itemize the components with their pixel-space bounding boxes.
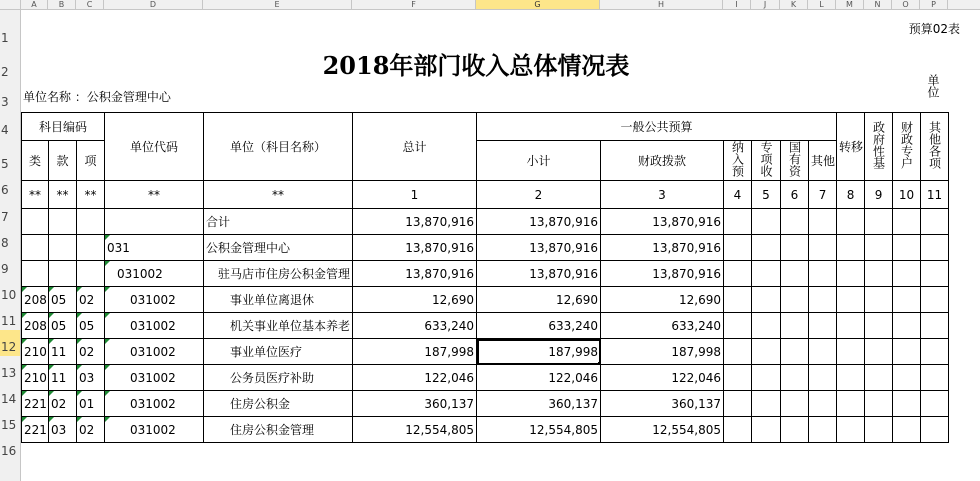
cell-empty[interactable] (781, 261, 809, 287)
cell-empty[interactable] (865, 235, 893, 261)
cell-empty[interactable] (921, 313, 949, 339)
header-total: 总计 (353, 113, 477, 181)
cell-empty[interactable] (724, 235, 752, 261)
cell-xiang[interactable] (77, 235, 105, 261)
cell-fiscal[interactable]: 122,046 (601, 365, 724, 391)
cell-kuan[interactable] (49, 261, 77, 287)
table-row (22, 261, 949, 287)
cell-code[interactable]: 031002 (105, 339, 204, 365)
cell-code[interactable]: 031002 (105, 287, 204, 313)
header-general-budget: 一般公共预算 (477, 113, 837, 141)
cell-empty[interactable] (865, 261, 893, 287)
cell-xiang[interactable]: 02 (77, 417, 105, 443)
cell-empty[interactable] (893, 313, 921, 339)
col-header-l[interactable]: L (808, 0, 836, 9)
row-header-7[interactable]: 7 (1, 210, 9, 224)
unit-label-vertical: 单位 (926, 74, 940, 98)
cell-xiang[interactable] (77, 209, 105, 235)
cell-code[interactable]: 031002 (105, 417, 204, 443)
cell-name[interactable]: 住房公积金 (204, 391, 353, 417)
star-name: ** (204, 181, 353, 209)
row-header-bar (0, 10, 21, 481)
star-kuan: ** (49, 181, 77, 209)
col-header-e[interactable]: E (203, 0, 352, 9)
cell-subtotal[interactable]: 13,870,916 (477, 261, 601, 287)
cell-subtotal[interactable]: 13,870,916 (477, 235, 601, 261)
cell-empty[interactable] (781, 365, 809, 391)
header-fiscal: 财政拨款 (601, 141, 724, 181)
cell-empty[interactable] (809, 391, 837, 417)
num-8: 8 (837, 181, 865, 209)
col-header-p[interactable]: P (920, 0, 948, 9)
cell-name[interactable]: 驻马店市住房公积金管理 (204, 261, 353, 287)
num-3: 3 (601, 181, 724, 209)
cell-xiang[interactable]: 02 (77, 287, 105, 313)
col-header-k[interactable]: K (780, 0, 808, 9)
cell-lei[interactable] (22, 261, 49, 287)
cell-empty[interactable] (752, 287, 781, 313)
cell-empty[interactable] (921, 261, 949, 287)
cell-subtotal[interactable]: 633,240 (477, 313, 601, 339)
cell-fiscal[interactable]: 12,554,805 (601, 417, 724, 443)
cell-name[interactable]: 机关事业单位基本养老 (204, 313, 353, 339)
cell-code[interactable] (105, 209, 204, 235)
table-row (22, 417, 949, 443)
row-header-15[interactable]: 15 (1, 418, 17, 432)
budget-table (21, 112, 949, 443)
cell-empty[interactable] (809, 287, 837, 313)
cell-kuan[interactable]: 11 (49, 339, 77, 365)
cell-empty[interactable] (893, 391, 921, 417)
cell-xiang[interactable] (77, 261, 105, 287)
cell-empty[interactable] (921, 417, 949, 443)
cell-total[interactable]: 13,870,916 (353, 235, 477, 261)
cell-fiscal[interactable]: 12,690 (601, 287, 724, 313)
cell-kuan[interactable]: 11 (49, 365, 77, 391)
table-row (22, 313, 949, 339)
cell-xiang[interactable]: 01 (77, 391, 105, 417)
cell-lei[interactable] (22, 209, 49, 235)
num-9: 9 (865, 181, 893, 209)
cell-empty[interactable] (809, 313, 837, 339)
cell-lei[interactable]: 221 (22, 417, 49, 443)
cell-code[interactable]: 031002 (105, 365, 204, 391)
num-1: 1 (353, 181, 477, 209)
row-header-2[interactable]: 2 (1, 65, 9, 79)
cell-empty[interactable] (893, 417, 921, 443)
num-6: 6 (781, 181, 809, 209)
row-header-3[interactable]: 3 (1, 95, 9, 109)
row-header-4[interactable]: 4 (1, 123, 9, 137)
col-header-f[interactable]: F (352, 0, 476, 9)
cell-empty[interactable] (724, 261, 752, 287)
row-header-14[interactable]: 14 (1, 392, 17, 406)
cell-empty[interactable] (865, 339, 893, 365)
cell-subtotal[interactable]: 122,046 (477, 365, 601, 391)
cell-empty[interactable] (921, 209, 949, 235)
cell-subtotal-selected[interactable]: 187,998 (477, 339, 601, 365)
cell-empty[interactable] (837, 209, 865, 235)
cell-empty[interactable] (752, 209, 781, 235)
cell-name[interactable]: 合计 (204, 209, 353, 235)
cell-total[interactable]: 360,137 (353, 391, 477, 417)
cell-name[interactable]: 事业单位离退休 (204, 287, 353, 313)
cell-fiscal[interactable]: 13,870,916 (601, 261, 724, 287)
cell-xiang[interactable]: 02 (77, 339, 105, 365)
cell-code[interactable]: 031002 (105, 313, 204, 339)
cell-empty[interactable] (809, 365, 837, 391)
form-number-label: 预算02表 (908, 22, 960, 36)
row-header-6[interactable]: 6 (1, 183, 9, 197)
col-header-d[interactable]: D (104, 0, 203, 9)
cell-empty[interactable] (865, 313, 893, 339)
cell-total[interactable]: 122,046 (353, 365, 477, 391)
star-lei: ** (22, 181, 49, 209)
header-unit-code: 单位代码 (105, 113, 204, 181)
cell-empty[interactable] (724, 391, 752, 417)
num-2: 2 (477, 181, 601, 209)
cell-name[interactable]: 公积金管理中心 (204, 235, 353, 261)
cell-empty[interactable] (837, 235, 865, 261)
cell-empty[interactable] (837, 287, 865, 313)
cell-empty[interactable] (752, 261, 781, 287)
col-header-n[interactable]: N (864, 0, 892, 9)
report-title: 2018年部门收入总体情况表 (322, 51, 630, 80)
cell-empty[interactable] (781, 235, 809, 261)
cell-empty[interactable] (921, 235, 949, 261)
table-row (22, 339, 949, 365)
star-code: ** (105, 181, 204, 209)
cell-name[interactable]: 事业单位医疗 (204, 339, 353, 365)
cell-xiang[interactable]: 05 (77, 313, 105, 339)
cell-xiang[interactable]: 03 (77, 365, 105, 391)
table-row (22, 235, 949, 261)
header-zhuan-xiang: 专项收 (759, 141, 773, 177)
cell-total[interactable]: 12,690 (353, 287, 477, 313)
cell-kuan[interactable] (49, 235, 77, 261)
cell-subtotal[interactable]: 12,554,805 (477, 417, 601, 443)
cell-empty[interactable] (781, 339, 809, 365)
cell-empty[interactable] (893, 261, 921, 287)
cell-empty[interactable] (781, 417, 809, 443)
cell-empty[interactable] (865, 391, 893, 417)
num-11: 11 (921, 181, 949, 209)
cell-empty[interactable] (752, 391, 781, 417)
table-row (22, 365, 949, 391)
cell-empty[interactable] (837, 313, 865, 339)
col-header-j[interactable]: J (751, 0, 780, 9)
header-guo-you: 国有资 (787, 141, 802, 177)
cell-fiscal[interactable]: 633,240 (601, 313, 724, 339)
cell-code[interactable]: 031002 (105, 261, 204, 287)
row-header-10[interactable]: 10 (1, 288, 17, 302)
header-qi-ta: 其他 (809, 141, 837, 181)
cell-lei[interactable]: 210 (22, 365, 49, 391)
cell-total[interactable]: 13,870,916 (353, 261, 477, 287)
cell-lei[interactable]: 210 (22, 339, 49, 365)
cell-empty[interactable] (837, 339, 865, 365)
cell-empty[interactable] (809, 339, 837, 365)
select-all-corner[interactable] (0, 0, 21, 9)
unit-name-label: 单位名称 ：公积金管理中心 (23, 90, 171, 104)
cell-lei[interactable]: 208 (22, 313, 49, 339)
cell-kuan[interactable]: 03 (49, 417, 77, 443)
cell-empty[interactable] (809, 261, 837, 287)
cell-lei[interactable]: 221 (22, 391, 49, 417)
header-zheng-fu: 政府性基 (871, 121, 886, 169)
col-header-h[interactable]: H (600, 0, 723, 9)
header-lei: 类 (22, 141, 49, 181)
cell-empty[interactable] (865, 365, 893, 391)
cell-subtotal[interactable]: 360,137 (477, 391, 601, 417)
row-header-13[interactable]: 13 (1, 366, 17, 380)
row-header-11[interactable]: 11 (1, 314, 17, 328)
row-header-1[interactable]: 1 (1, 31, 9, 45)
cell-empty[interactable] (921, 287, 949, 313)
row-header-16[interactable]: 16 (1, 444, 17, 458)
cell-empty[interactable] (837, 365, 865, 391)
cell-fiscal[interactable]: 13,870,916 (601, 235, 724, 261)
star-xiang: ** (77, 181, 105, 209)
cell-kuan[interactable]: 05 (49, 287, 77, 313)
cell-kuan[interactable] (49, 209, 77, 235)
header-zhuan-yi: 转移 (837, 113, 865, 181)
cell-empty[interactable] (752, 235, 781, 261)
header-na-ru: 纳入预 (730, 141, 745, 177)
header-cai-zheng-zhuan: 财政专户 (899, 121, 914, 169)
cell-empty[interactable] (809, 209, 837, 235)
cell-empty[interactable] (752, 417, 781, 443)
num-10: 10 (893, 181, 921, 209)
worksheet[interactable] (21, 10, 980, 481)
cell-empty[interactable] (724, 287, 752, 313)
cell-empty[interactable] (865, 417, 893, 443)
cell-subtotal[interactable]: 12,690 (477, 287, 601, 313)
header-kuan: 款 (49, 141, 77, 181)
cell-code[interactable]: 031 (105, 235, 204, 261)
table-row (22, 287, 949, 313)
num-7: 7 (809, 181, 837, 209)
col-header-b[interactable]: B (48, 0, 76, 9)
cell-empty[interactable] (724, 313, 752, 339)
cell-fiscal[interactable]: 13,870,916 (601, 209, 724, 235)
cell-lei[interactable]: 208 (22, 287, 49, 313)
cell-empty[interactable] (809, 417, 837, 443)
row-header-12[interactable]: 12 (0, 330, 20, 356)
row-header-9[interactable]: 9 (1, 262, 9, 276)
cell-kuan[interactable]: 05 (49, 313, 77, 339)
header-qi-ta-ge: 其他各项 (927, 121, 942, 169)
cell-empty[interactable] (781, 287, 809, 313)
cell-empty[interactable] (809, 235, 837, 261)
cell-name[interactable]: 公务员医疗补助 (204, 365, 353, 391)
cell-empty[interactable] (724, 339, 752, 365)
cell-empty[interactable] (893, 365, 921, 391)
col-header-g[interactable]: G (476, 0, 600, 9)
col-header-a[interactable]: A (21, 0, 48, 9)
cell-lei[interactable] (22, 235, 49, 261)
cell-empty[interactable] (781, 391, 809, 417)
col-header-o[interactable]: O (892, 0, 920, 9)
header-unit-name: 单位（科目名称） (204, 113, 353, 181)
header-xiang: 项 (77, 141, 105, 181)
header-subtotal: 小计 (477, 141, 601, 181)
cell-empty[interactable] (752, 365, 781, 391)
table-row (22, 209, 949, 235)
cell-empty[interactable] (724, 365, 752, 391)
cell-empty[interactable] (921, 365, 949, 391)
table-row (22, 391, 949, 417)
cell-total[interactable]: 13,870,916 (353, 209, 477, 235)
col-header-i[interactable]: I (723, 0, 751, 9)
cell-total[interactable]: 12,554,805 (353, 417, 477, 443)
cell-empty[interactable] (752, 313, 781, 339)
row-header-8[interactable]: 8 (1, 236, 9, 250)
cell-empty[interactable] (724, 417, 752, 443)
cell-empty[interactable] (893, 235, 921, 261)
cell-total[interactable]: 633,240 (353, 313, 477, 339)
cell-empty[interactable] (893, 339, 921, 365)
cell-code[interactable]: 031002 (105, 391, 204, 417)
cell-empty[interactable] (781, 313, 809, 339)
row-header-5[interactable]: 5 (1, 157, 9, 171)
cell-empty[interactable] (781, 209, 809, 235)
header-subject-code: 科目编码 (22, 113, 105, 141)
cell-empty[interactable] (724, 209, 752, 235)
column-header-bar (0, 0, 980, 10)
cell-empty[interactable] (837, 417, 865, 443)
num-5: 5 (752, 181, 781, 209)
num-4: 4 (724, 181, 752, 209)
col-header-c[interactable]: C (76, 0, 104, 9)
cell-empty[interactable] (837, 391, 865, 417)
cell-empty[interactable] (893, 287, 921, 313)
cell-empty[interactable] (921, 339, 949, 365)
cell-subtotal[interactable]: 13,870,916 (477, 209, 601, 235)
cell-empty[interactable] (837, 261, 865, 287)
cell-fiscal[interactable]: 360,137 (601, 391, 724, 417)
cell-empty[interactable] (752, 339, 781, 365)
cell-empty[interactable] (865, 287, 893, 313)
col-header-m[interactable]: M (836, 0, 864, 9)
cell-empty[interactable] (921, 391, 949, 417)
cell-name[interactable]: 住房公积金管理 (204, 417, 353, 443)
cell-total[interactable]: 187,998 (353, 339, 477, 365)
cell-fiscal[interactable]: 187,998 (601, 339, 724, 365)
cell-empty[interactable] (893, 209, 921, 235)
cell-kuan[interactable]: 02 (49, 391, 77, 417)
cell-empty[interactable] (865, 209, 893, 235)
